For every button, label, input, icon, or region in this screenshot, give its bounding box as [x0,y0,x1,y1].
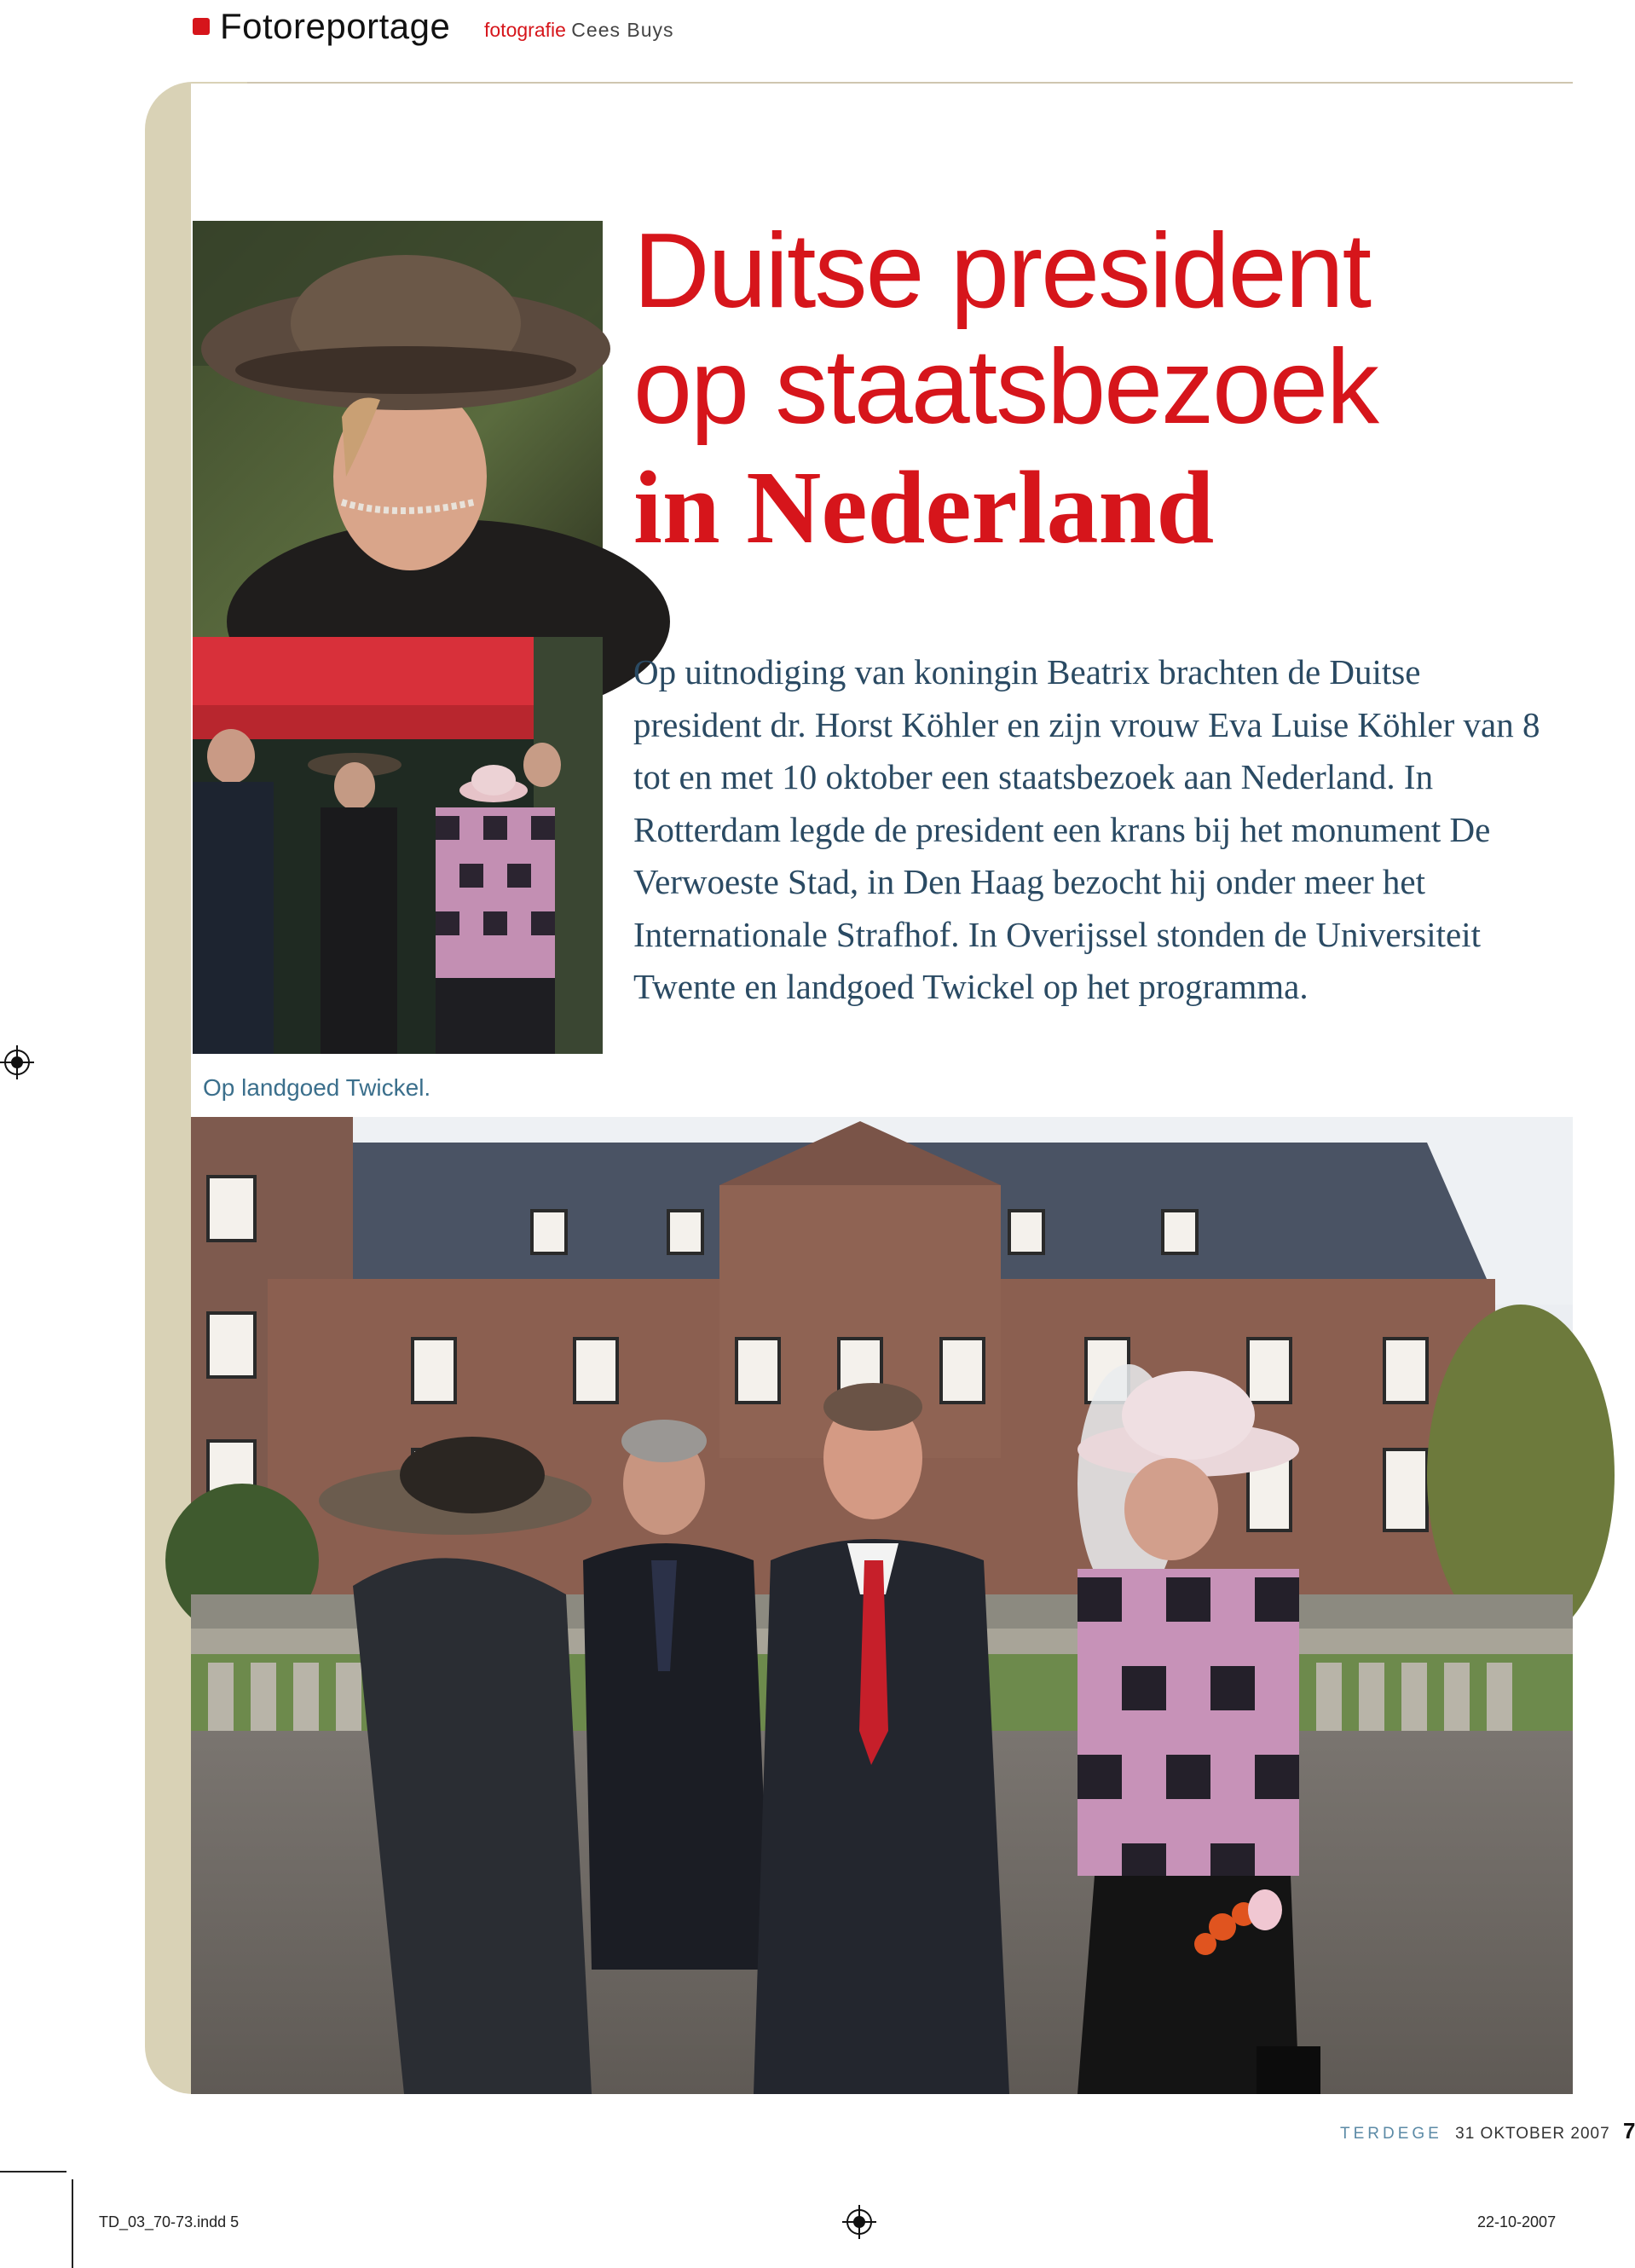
intro-paragraph: Op uitnodiging van koningin Beatrix brachten de Duitse president dr. Horst Köhler en zijn vrouw Eva Luise Köhler van 8 tot en met 10 oktober een staatsbezoek aan Nederland. In Rotterdam legde de president een krans bij het monument De Verwoeste Stad, in Den Haag bezocht hij onder meer het Internationale Strafhof. In Overijssel stonden de Universiteit Twente en landgoed Twickel op het programma. [633,652,1540,1006]
page-folio [1340,2120,1635,2145]
section-marker [193,18,210,35]
magazine-name: TERDEGE [1340,2125,1442,2143]
crop-mark [72,2179,73,2268]
page-number: 7 [1622,2118,1635,2144]
issue-date: 31 OKTOBER 2007 [1455,2125,1610,2143]
slug-date: 22-10-2007 [1477,2213,1557,2230]
photo-credit-label: fotografie [484,19,566,41]
photo-credit-name: Cees Buys [571,19,674,41]
portrait-photo [193,221,603,637]
headline-line-3: in Nederland [633,450,1215,565]
headline-line-2: op staatsbezoek [633,328,1378,446]
section-title: Fotoreportage [220,6,451,46]
photo-credit [484,17,674,43]
photo-caption: Op landgoed Twickel. [203,1074,431,1101]
slug-filename: TD_03_70-73.indd 5 [99,2213,240,2230]
crop-mark [0,2171,66,2173]
registration-mark-icon [0,1045,34,1079]
twickel-group-photo [191,1117,1573,2094]
headline-line-1: Duitse president [633,212,1371,330]
arrival-photo [193,637,603,1054]
registration-mark-icon [842,2205,876,2239]
headline [633,213,1554,571]
